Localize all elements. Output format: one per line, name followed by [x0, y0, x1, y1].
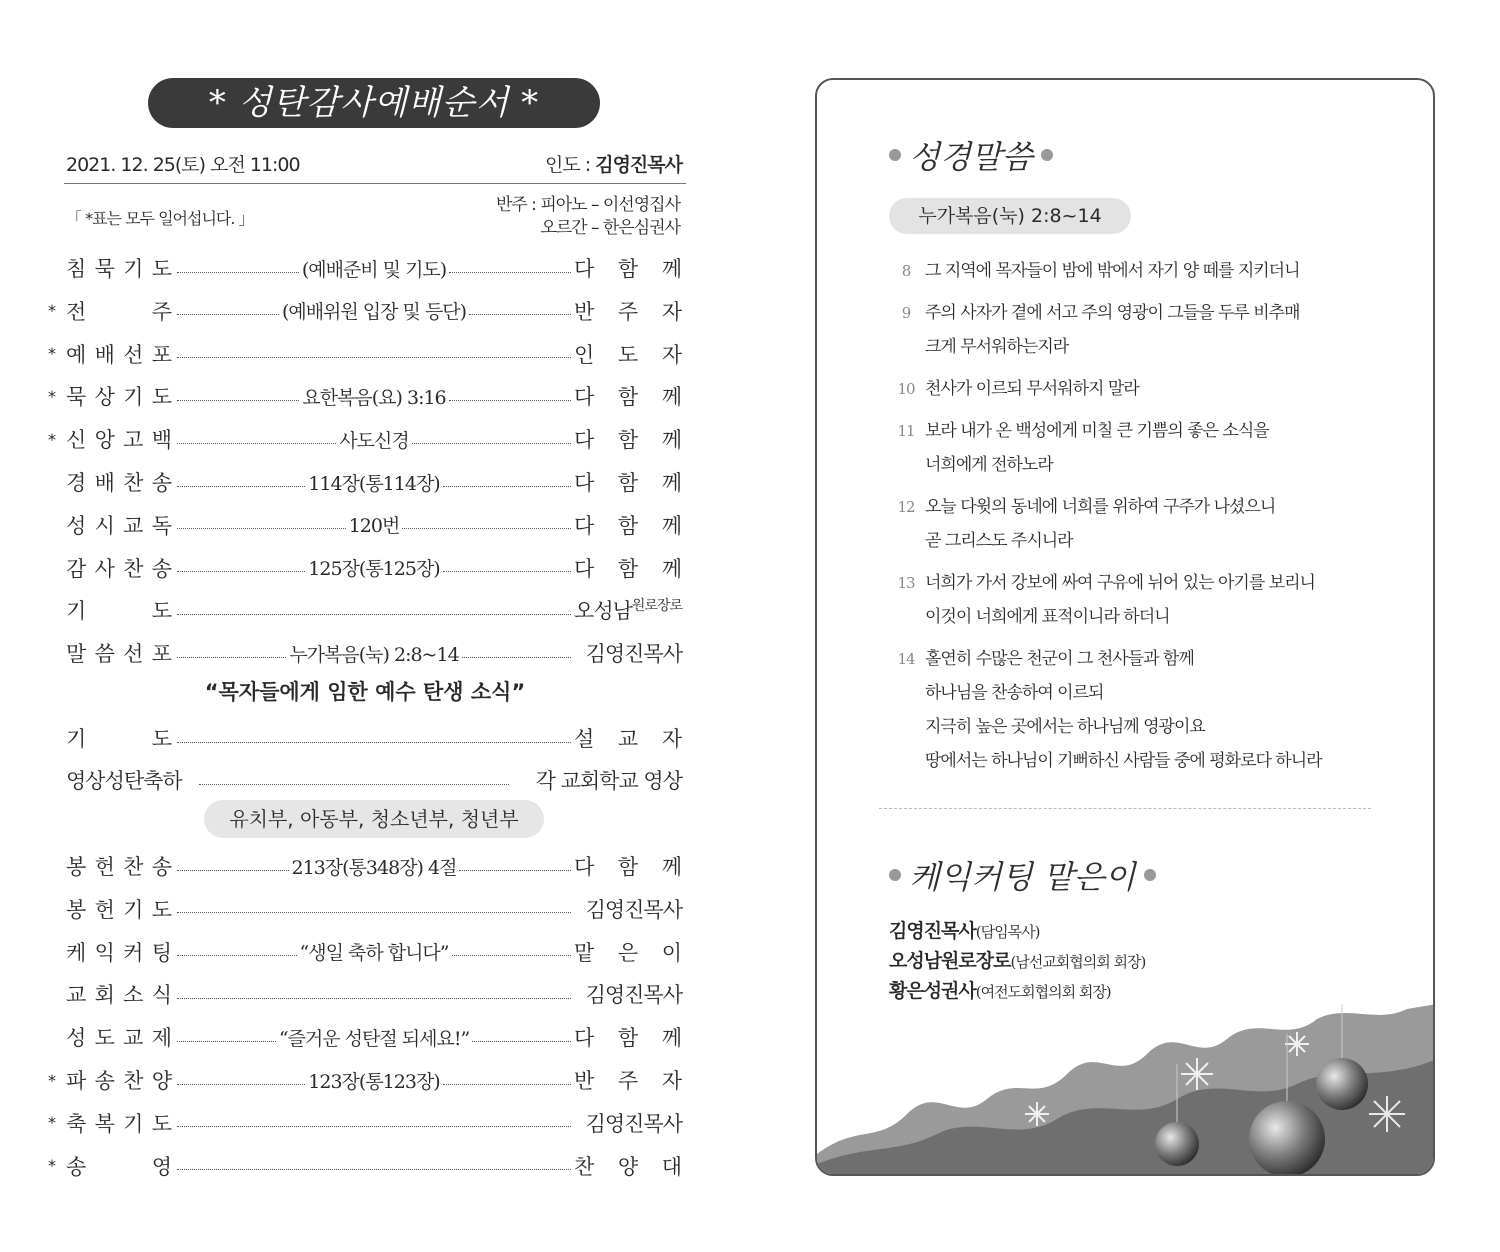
label-char: 도 [151, 727, 172, 751]
verse-line: 오늘 다윗의 동네에 너희를 위하여 구주가 나셨으니 [925, 497, 1276, 517]
item-responsible [574, 1151, 682, 1181]
label-char: 앙 [94, 428, 115, 453]
verse-number: 10 [897, 380, 915, 398]
responsible-char: 께 [661, 471, 682, 495]
leader-dots [443, 1084, 571, 1085]
responsible-name: 김영진목사 [585, 897, 682, 922]
verse-text [925, 296, 1395, 364]
person-role: (남선교회협의회 회장) [1010, 953, 1146, 971]
label-char: 찬 [123, 1069, 144, 1093]
label-char: 성 [66, 1026, 87, 1051]
verse-text [925, 372, 1395, 406]
responsible-name: 각 교회학교 영상 [535, 769, 682, 793]
verse-item [887, 642, 1395, 778]
label-char: 헌 [94, 897, 115, 922]
section-divider [879, 808, 1371, 809]
item-label [66, 894, 174, 924]
verse-line: 지극히 높은 곳에서는 하나님께 영광이요 [925, 717, 1205, 737]
leader-dots [449, 272, 571, 273]
label-char: 익 [94, 940, 115, 965]
leader-dots [177, 998, 571, 999]
responsible-char: 설 [574, 727, 595, 751]
verse-line: 곧 그리스도 주시니라 [925, 531, 1073, 551]
label-char: 고 [123, 428, 144, 453]
item-detail: 213장(통348장) 4절 [291, 856, 457, 879]
verse-line: 보라 내가 온 백성에게 미칠 큰 기쁨의 좋은 소식을 [925, 421, 1269, 441]
standing-mark: * [48, 1070, 56, 1090]
label-char: 배 [94, 342, 115, 367]
label-char: 회 [94, 983, 115, 1008]
responsible-name: 김영진목사 [585, 983, 682, 1008]
responsible-char: 께 [661, 1026, 682, 1051]
label-char: 예 [66, 342, 87, 367]
leader-dots [177, 1041, 276, 1042]
label-char: 복 [94, 1111, 115, 1136]
label-char: 교 [66, 983, 87, 1008]
accompaniment: 반주 : 피아노 – 이선영집사 오르간 – 한은심권사 [495, 195, 680, 238]
label-char: 팅 [151, 940, 172, 965]
item-responsible [574, 595, 682, 625]
item-detail: 114장(통114장) [308, 472, 440, 495]
label-char: 송 [94, 1069, 115, 1093]
cake-person [889, 976, 1111, 1003]
responsible-char: 다 [574, 513, 595, 538]
responsible-char: 께 [661, 855, 682, 879]
label-char: 묵 [94, 257, 115, 281]
label-char: 선 [123, 642, 144, 667]
responsible-char: 다 [574, 855, 595, 879]
person-name: 황은성권사 [889, 980, 976, 1002]
leader-dots [412, 443, 571, 444]
verse-line: 천사가 이르되 무서워하지 말라 [925, 379, 1139, 399]
item-responsible [574, 424, 682, 454]
item-detail: (예배위원 입장 및 등단) [281, 301, 467, 324]
item-detail: 요한복음(요) 3:16 [302, 386, 446, 409]
leader-dots [472, 1041, 571, 1042]
leader-dots [177, 357, 571, 358]
order-item [48, 1064, 682, 1096]
service-leader: 인도 : 김영진목사 [545, 154, 682, 176]
verse-line: 땅에서는 하나님이 기뻐하신 사람들 중에 평화로다 하니라 [925, 751, 1322, 771]
leader-dots [177, 314, 279, 315]
service-date: 2021. 12. 25(토) 오전 11:00 [66, 154, 300, 176]
order-item [48, 509, 682, 541]
verse-item [887, 490, 1395, 558]
item-label [66, 723, 174, 753]
responsible-char: 자 [661, 299, 682, 324]
label-char: 사 [94, 556, 115, 581]
person-name: 김영진목사 [889, 920, 976, 942]
responsible-name: 김영진목사 [585, 1111, 682, 1136]
responsible-char: 반 [574, 1069, 595, 1093]
order-title: * 성탄감사예배순서 * [148, 78, 600, 128]
label-char: 상 [94, 385, 115, 410]
item-responsible [574, 467, 682, 497]
verse-line: 이것이 너희에게 표적이니라 하더니 [925, 607, 1170, 627]
order-item [48, 637, 682, 669]
item-responsible [574, 296, 682, 326]
item-label [66, 638, 174, 668]
verse-line: 너희가 가서 강보에 싸여 구유에 뉘어 있는 아기를 보리니 [925, 573, 1315, 593]
item-detail: “생일 축하 합니다” [299, 942, 449, 965]
responsible-char: 자 [661, 1069, 682, 1093]
leader-dots [199, 784, 509, 785]
label-char: 백 [151, 428, 172, 453]
order-item [48, 295, 682, 327]
item-label [66, 1065, 174, 1095]
order-item [48, 764, 682, 796]
item-responsible [574, 1065, 682, 1095]
item-label [66, 979, 174, 1009]
verse-text [925, 490, 1395, 558]
verse-item [887, 254, 1395, 288]
verse-item [887, 414, 1395, 482]
standing-mark: * [48, 1156, 56, 1176]
item-detail: 123장(통123장) [308, 1070, 440, 1093]
leader-dots [177, 1126, 571, 1127]
label-char: 송 [151, 471, 172, 495]
order-item [48, 850, 682, 882]
item-label [66, 467, 174, 497]
leader-dots [177, 443, 336, 444]
responsible-char: 자 [661, 727, 682, 751]
label-char: 기 [123, 897, 144, 922]
responsible-char: 주 [617, 1069, 639, 1093]
bullet-icon [1041, 149, 1053, 161]
leader-dots [177, 272, 299, 273]
order-item [48, 594, 682, 626]
leader-name: 김영진목사 [595, 154, 682, 176]
item-label [66, 296, 174, 326]
item-detail: 사도신경 [339, 429, 409, 452]
responsible-char: 함 [617, 556, 639, 581]
item-label [66, 339, 174, 369]
leader-dots [177, 742, 571, 743]
item-label: 영상성탄축하 [66, 769, 182, 793]
standing-mark: * [48, 386, 56, 406]
label-char: 헌 [94, 855, 115, 879]
item-label [66, 1151, 174, 1181]
leader-dots [177, 571, 305, 572]
responsible-char: 께 [661, 513, 682, 538]
responsible-char: 함 [617, 257, 639, 281]
item-responsible [574, 510, 682, 540]
item-responsible [574, 937, 682, 967]
label-char: 기 [123, 257, 144, 281]
item-label [66, 510, 174, 540]
responsible-char: 다 [574, 385, 595, 410]
verse-number: 12 [897, 498, 915, 516]
verse-line: 주의 사자가 곁에 서고 주의 영광이 그들을 두루 비추매 [925, 303, 1300, 323]
leader-dots [177, 528, 346, 529]
christmas-ornaments-snowflakes-icon [817, 1004, 1435, 1174]
label-char: 시 [94, 513, 115, 538]
responsible-char: 주 [617, 299, 639, 324]
label-char: 커 [123, 940, 144, 965]
person-role: (담임목사) [975, 923, 1040, 941]
responsible-char: 함 [617, 385, 639, 410]
order-item [48, 722, 682, 754]
leader-dots [177, 912, 571, 913]
label-char: 교 [123, 1026, 144, 1051]
responsible-char: 인 [574, 342, 595, 367]
cake-heading: 케익커팅 맡은이 [889, 852, 1156, 898]
label-char: 교 [123, 513, 144, 538]
responsible-char: 께 [661, 428, 682, 453]
responsible-char: 교 [617, 727, 639, 751]
responsible-char: 도 [617, 342, 639, 367]
responsible-char: 다 [574, 257, 595, 281]
leader-dots [452, 955, 572, 956]
standing-note: 「 *표는 모두 일어섭니다. 」 [66, 209, 254, 228]
label-char: 양 [151, 1069, 172, 1093]
item-responsible [574, 851, 682, 881]
verse-text [925, 566, 1395, 634]
order-item [48, 552, 682, 584]
label-char: 주 [151, 299, 172, 324]
item-label [66, 851, 174, 881]
responsible-char: 께 [661, 385, 682, 410]
verse-item [887, 372, 1395, 406]
item-detail: 125장(통125장) [308, 558, 440, 581]
bullet-icon [889, 149, 901, 161]
item-responsible [574, 638, 682, 668]
label-char: 포 [151, 342, 172, 367]
label-char: 기 [123, 385, 144, 410]
leader-dots [469, 314, 571, 315]
sermon-title: “목자들에게 임한 예수 탄생 소식” [204, 680, 526, 704]
responsible-char: 찬 [574, 1154, 595, 1179]
bullet-icon [1144, 869, 1156, 881]
label-char: 묵 [66, 385, 87, 410]
verse-line: 홀연히 수많은 천군이 그 천사들과 함께 [925, 649, 1194, 669]
label-char: 도 [151, 385, 172, 410]
label-char: 기 [66, 727, 87, 751]
label-char: 말 [66, 642, 87, 667]
label-char: 송 [151, 855, 172, 879]
responsible-char: 함 [617, 428, 639, 453]
standing-mark: * [48, 301, 56, 321]
standing-mark: * [48, 429, 56, 449]
order-item [48, 978, 682, 1010]
label-char: 케 [66, 940, 87, 965]
responsible-char: 다 [574, 471, 595, 495]
verse-line: 크게 무서워하는지라 [925, 337, 1069, 357]
verse-line: 하나님을 찬송하여 이르되 [925, 683, 1104, 703]
responsible-char: 함 [617, 513, 639, 538]
verse-number: 14 [897, 650, 915, 668]
label-char: 도 [151, 599, 172, 624]
responsible-char: 함 [617, 471, 639, 495]
verse-number: 13 [897, 574, 915, 592]
leader-dots [177, 486, 305, 487]
scripture-heading: 성경말씀 [889, 132, 1053, 178]
item-responsible [574, 339, 682, 369]
passage-badge: 누가복음(눅) 2:8~14 [889, 198, 1131, 234]
header-divider [64, 183, 686, 184]
label-char: 선 [123, 342, 144, 367]
label-char: 감 [66, 556, 87, 581]
leader-dots [177, 870, 289, 871]
scripture-panel [815, 78, 1435, 1176]
verse-number: 8 [901, 262, 911, 280]
label-char: 송 [151, 556, 172, 581]
item-label [66, 1022, 174, 1052]
label-char: 도 [151, 257, 172, 281]
leader-dots [177, 1084, 305, 1085]
item-responsible [574, 979, 682, 1009]
item-detail: 누가복음(눅) 2:8~14 [289, 643, 459, 666]
order-item [48, 423, 682, 455]
verse-line: 그 지역에 목자들이 밤에 밖에서 자기 양 떼를 지키더니 [925, 261, 1300, 281]
leader-dots [177, 657, 286, 658]
person-name: 오성남원로장로 [889, 950, 1011, 972]
responsible-char: 자 [661, 342, 682, 367]
responsible-char: 다 [574, 556, 595, 581]
leader-dots [177, 955, 297, 956]
standing-mark: * [48, 1113, 56, 1133]
label-char: 신 [66, 428, 87, 453]
label-char: 씀 [94, 642, 115, 667]
order-item [48, 893, 682, 925]
cake-person [889, 946, 1145, 973]
order-item [48, 338, 682, 370]
label-char: 봉 [66, 897, 87, 922]
responsible-char: 이 [661, 940, 682, 965]
bullet-icon [889, 869, 901, 881]
leader-dots [462, 657, 571, 658]
label-char: 봉 [66, 855, 87, 879]
responsible-char: 다 [574, 428, 595, 453]
departments-badge: 유치부, 아동부, 청소년부, 청년부 [204, 800, 544, 838]
responsible-char: 양 [617, 1154, 639, 1179]
responsible-char: 대 [661, 1154, 682, 1179]
item-label [66, 1108, 174, 1138]
responsible-char: 맡 [574, 940, 595, 965]
verse-item [887, 566, 1395, 634]
item-label [66, 937, 174, 967]
verse-item [887, 296, 1395, 364]
label-char: 도 [151, 1111, 172, 1136]
label-char: 찬 [123, 855, 144, 879]
item-detail: “즐거운 성탄절 되세요!” [278, 1027, 470, 1050]
verse-number: 11 [897, 422, 915, 440]
item-responsible [512, 765, 682, 795]
leader-dots [443, 486, 571, 487]
label-char: 성 [66, 513, 87, 538]
leader-dots [443, 571, 571, 572]
responsible-char: 반 [574, 299, 595, 324]
label-char: 식 [151, 983, 172, 1008]
responsible-name: 김영진목사 [585, 642, 682, 667]
responsible-name: 오성남 [574, 599, 632, 624]
label-char: 독 [151, 513, 172, 538]
verse-line: 너희에게 전하노라 [925, 455, 1053, 475]
label-char: 축 [66, 1111, 87, 1136]
verse-number: 9 [901, 304, 911, 322]
item-label [66, 424, 174, 454]
item-responsible [574, 553, 682, 583]
responsible-char: 께 [661, 556, 682, 581]
item-responsible [574, 1108, 682, 1138]
cake-person [889, 916, 1039, 943]
label-char: 송 [66, 1154, 87, 1179]
responsible-title: 원로장로 [631, 598, 682, 615]
order-item [48, 380, 682, 412]
verse-text [925, 642, 1395, 778]
order-item [48, 1107, 682, 1139]
label-char: 도 [151, 897, 172, 922]
responsible-char: 께 [661, 257, 682, 281]
label-char: 포 [151, 642, 172, 667]
item-detail: (예배준비 및 기도) [301, 258, 447, 281]
label-char: 찬 [123, 471, 144, 495]
item-label [66, 553, 174, 583]
item-responsible [574, 723, 682, 753]
label-char: 배 [94, 471, 115, 495]
label-char: 제 [151, 1026, 172, 1051]
order-item [48, 1150, 682, 1182]
order-item [48, 1021, 682, 1053]
responsible-char: 함 [617, 1026, 639, 1051]
standing-mark: * [48, 344, 56, 364]
leader-dots [177, 614, 571, 615]
label-char: 전 [66, 299, 87, 324]
label-char: 경 [66, 471, 87, 495]
label-char: 영 [151, 1154, 172, 1179]
label-char: 도 [94, 1026, 115, 1051]
item-responsible [574, 894, 682, 924]
person-role: (여전도회협의회 회장) [975, 983, 1111, 1001]
responsible-char: 다 [574, 1026, 595, 1051]
order-item [48, 252, 682, 284]
responsible-char: 은 [617, 940, 639, 965]
verse-text [925, 254, 1395, 288]
item-responsible [574, 253, 682, 283]
item-label [66, 595, 174, 625]
label-char: 침 [66, 257, 87, 281]
label-char: 기 [66, 599, 87, 624]
leader-dots [402, 528, 571, 529]
leader-dots [177, 400, 299, 401]
leader-dots [449, 400, 571, 401]
item-label [66, 381, 174, 411]
label-char: 소 [123, 983, 144, 1008]
verse-text [925, 414, 1395, 482]
order-item [48, 936, 682, 968]
order-item [48, 466, 682, 498]
label-char: 기 [123, 1111, 144, 1136]
label-char: 찬 [123, 556, 144, 581]
leader-dots [177, 1169, 571, 1170]
leader-dots [459, 870, 571, 871]
item-responsible [574, 381, 682, 411]
item-responsible [574, 1022, 682, 1052]
item-label [66, 253, 174, 283]
item-detail: 120번 [348, 515, 400, 538]
label-char: 파 [66, 1069, 87, 1093]
responsible-char: 함 [617, 855, 639, 879]
